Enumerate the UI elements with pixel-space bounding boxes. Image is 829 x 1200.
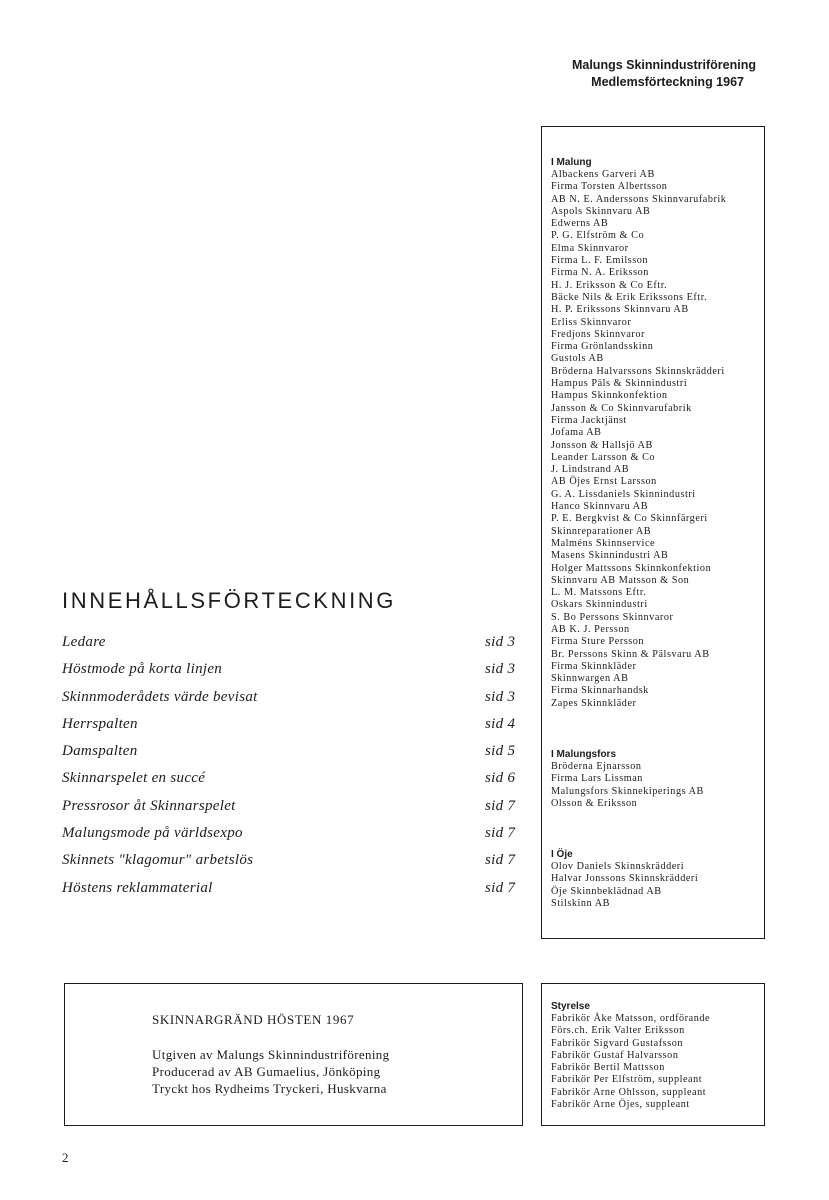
list-item: P. E. Bergkvist & Co Skinnfärgeri — [551, 513, 708, 525]
list-item: Aspols Skinnvaru AB — [551, 205, 651, 217]
section-malungsfors — [551, 748, 764, 810]
list-item: Förs.ch. Erik Valter Eriksson — [551, 1025, 685, 1037]
member-directory-box — [541, 126, 765, 939]
toc-entry-title: Damspalten — [62, 743, 138, 760]
list-item: Jonsson & Hallsjö AB — [551, 439, 653, 451]
list-item: Holger Mattssons Skinnkonfektion — [551, 562, 712, 574]
toc-entry[interactable] — [62, 850, 527, 877]
page-number: 2 — [62, 1150, 69, 1165]
directory-title: Medlemsförteckning 1967 — [591, 75, 744, 89]
section-oje — [551, 848, 764, 910]
list-item: Zapes Skinnkläder — [551, 697, 637, 709]
list-item: S. Bo Perssons Skinnvaror — [551, 611, 674, 623]
colophon-box — [64, 983, 523, 1126]
page-header — [456, 57, 756, 91]
list-item: Fabrikör Per Elfström, suppleant — [551, 1074, 703, 1086]
list-item: Firma Sture Persson — [551, 636, 645, 648]
list-item: L. M. Matssons Eftr. — [551, 587, 647, 599]
section-malung — [551, 156, 764, 710]
list-item: Gustols AB — [551, 353, 604, 365]
toc-entry-title: Skinnmoderådets värde bevisat — [62, 688, 258, 705]
list-item: AB Öjes Ernst Larsson — [551, 476, 657, 488]
toc-entry-title: Skinnarspelet en succé — [62, 770, 206, 787]
toc-entry-title: Höstmode på korta linjen — [62, 661, 223, 678]
list-item: Fabrikör Sigvard Gustafsson — [551, 1037, 683, 1049]
toc-entry-page: sid 3 — [485, 634, 516, 650]
toc-entry[interactable] — [62, 796, 527, 823]
toc-entry-title: Höstens reklammaterial — [62, 879, 213, 896]
toc-entry-title: Malungsmode på världsexpo — [62, 825, 243, 842]
list-item: Hampus Päls & Skinnindustri — [551, 378, 688, 390]
table-of-contents — [62, 632, 527, 905]
list-item: G. A. Lissdaniels Skinnindustri — [551, 488, 696, 500]
toc-entry[interactable] — [62, 741, 527, 768]
list-item: Halvar Jonssons Skinnskrädderi — [551, 873, 699, 885]
list-item: Masens Skinnindustri AB — [551, 550, 669, 562]
list-item: Firma Jacktjänst — [551, 414, 627, 426]
list-item: Malungsfors Skinnekiperings AB — [551, 785, 704, 797]
list-item: Fredjons Skinnvaror — [551, 328, 645, 340]
list-item: Firma Skinnarhandsk — [551, 685, 649, 697]
toc-title: INNEHÅLLSFÖRTECKNING — [62, 588, 396, 613]
list-item: Firma Torsten Albertsson — [551, 181, 668, 193]
board-list — [551, 1013, 764, 1111]
section-heading: I Malungsfors — [551, 749, 617, 760]
list-item: Hanco Skinnvaru AB — [551, 501, 649, 513]
list-item: Stilskinn AB — [551, 897, 610, 909]
colophon-line: Producerad av AB Gumaelius, Jönköping — [152, 1064, 381, 1079]
list-item: AB N. E. Anderssons Skinnvarufabrik — [551, 193, 727, 205]
toc-entry-page: sid 5 — [485, 743, 516, 760]
list-item: Firma Lars Lissman — [551, 773, 643, 785]
colophon-line: Tryckt hos Rydheims Tryckeri, Huskvarna — [152, 1081, 387, 1096]
toc-entry-page: sid 7 — [485, 825, 516, 842]
member-list — [551, 761, 764, 810]
list-item: Hampus Skinnkonfektion — [551, 390, 668, 402]
list-item: Firma Grönlandsskinn — [551, 341, 654, 353]
organization-name: Malungs Skinnindustriförening — [571, 58, 756, 72]
list-item: Edwerns AB — [551, 218, 609, 230]
toc-entry[interactable] — [62, 878, 527, 905]
list-item: AB K. J. Persson — [551, 623, 630, 635]
list-item: J. Lindstrand AB — [551, 464, 630, 476]
board-box — [541, 983, 765, 1126]
list-item: Oskars Skinnindustri — [551, 599, 648, 611]
list-item: Fabrikör Gustaf Halvarsson — [551, 1049, 679, 1061]
list-item: Skinnreparationer AB — [551, 525, 652, 537]
box-top-rule — [541, 126, 765, 127]
list-item: H. P. Erikssons Skinnvaru AB — [551, 304, 689, 316]
list-item: Jansson & Co Skinnvarufabrik — [551, 402, 692, 414]
toc-entry-page: sid 7 — [485, 797, 516, 814]
list-item: Jofama AB — [551, 427, 602, 439]
list-item: H. J. Eriksson & Co Eftr. — [551, 279, 668, 291]
toc-entry-page: sid 7 — [485, 879, 516, 896]
list-item: Leander Larsson & Co — [551, 451, 656, 463]
list-item: Olsson & Eriksson — [551, 797, 638, 809]
list-item: Malméns Skinnservice — [551, 537, 656, 549]
list-item: P. G. Elfström & Co — [551, 230, 645, 242]
toc-entry[interactable] — [62, 823, 527, 850]
list-item: Fabrikör Bertil Mattsson — [551, 1062, 665, 1074]
list-item: Bröderna Halvarssons Skinnskrädderi — [551, 365, 725, 377]
list-item: Elma Skinnvaror — [551, 242, 629, 254]
list-item: Fabrikör Arne Ohlsson, suppleant — [551, 1086, 707, 1098]
section-heading: I Malung — [551, 157, 592, 168]
list-item: Firma L. F. Emilsson — [551, 255, 649, 267]
toc-entry-title: Ledare — [62, 634, 106, 650]
list-item: Br. Perssons Skinn & Pälsvaru AB — [551, 648, 710, 660]
toc-entry-title: Pressrosor åt Skinnarspelet — [62, 797, 236, 814]
toc-entry-page: sid 4 — [485, 715, 516, 732]
list-item: Bäcke Nils & Erik Erikssons Eftr. — [551, 291, 708, 303]
list-item: Firma Skinnkläder — [551, 660, 637, 672]
list-item: Erliss Skinnvaror — [551, 316, 632, 328]
list-item: Fabrikör Åke Matsson, ordförande — [551, 1013, 711, 1024]
list-item: Bröderna Ejnarsson — [551, 761, 642, 772]
section-heading: Styrelse — [551, 1001, 590, 1012]
list-item: Olov Daniels Skinnskrädderi — [551, 861, 685, 872]
toc-entry[interactable] — [62, 768, 527, 795]
toc-entry-page: sid 3 — [485, 688, 516, 705]
list-item: Albackens Garveri AB — [551, 169, 655, 180]
publication-title: SKINNARGRÄND HÖSTEN 1967 — [152, 1012, 355, 1027]
list-item: Skinnvaru AB Matsson & Son — [551, 574, 690, 586]
toc-entry-title: Skinnets "klagomur" arbetslös — [62, 852, 254, 869]
toc-entry[interactable] — [62, 687, 527, 714]
list-item: Öje Skinnbeklädnad AB — [551, 885, 662, 897]
list-item: Fabrikör Arne Öjes, suppleant — [551, 1099, 690, 1111]
list-item: Skinnwargen AB — [551, 673, 629, 685]
colophon-lines — [152, 1046, 390, 1097]
section-heading: I Öje — [551, 849, 573, 860]
toc-entry[interactable] — [62, 714, 527, 741]
colophon-line: Utgiven av Malungs Skinnindustriförening — [152, 1047, 390, 1062]
toc-entry[interactable] — [62, 632, 527, 659]
section-board — [551, 1000, 764, 1111]
toc-entry-page: sid 7 — [485, 852, 516, 869]
member-list — [551, 169, 764, 710]
toc-entry-title: Herrspalten — [62, 715, 138, 732]
list-item: Firma N. A. Eriksson — [551, 267, 649, 279]
toc-entry-page: sid 3 — [485, 661, 516, 678]
toc-entry-page: sid 6 — [485, 770, 516, 787]
member-list — [551, 861, 764, 910]
toc-entry[interactable] — [62, 659, 527, 686]
